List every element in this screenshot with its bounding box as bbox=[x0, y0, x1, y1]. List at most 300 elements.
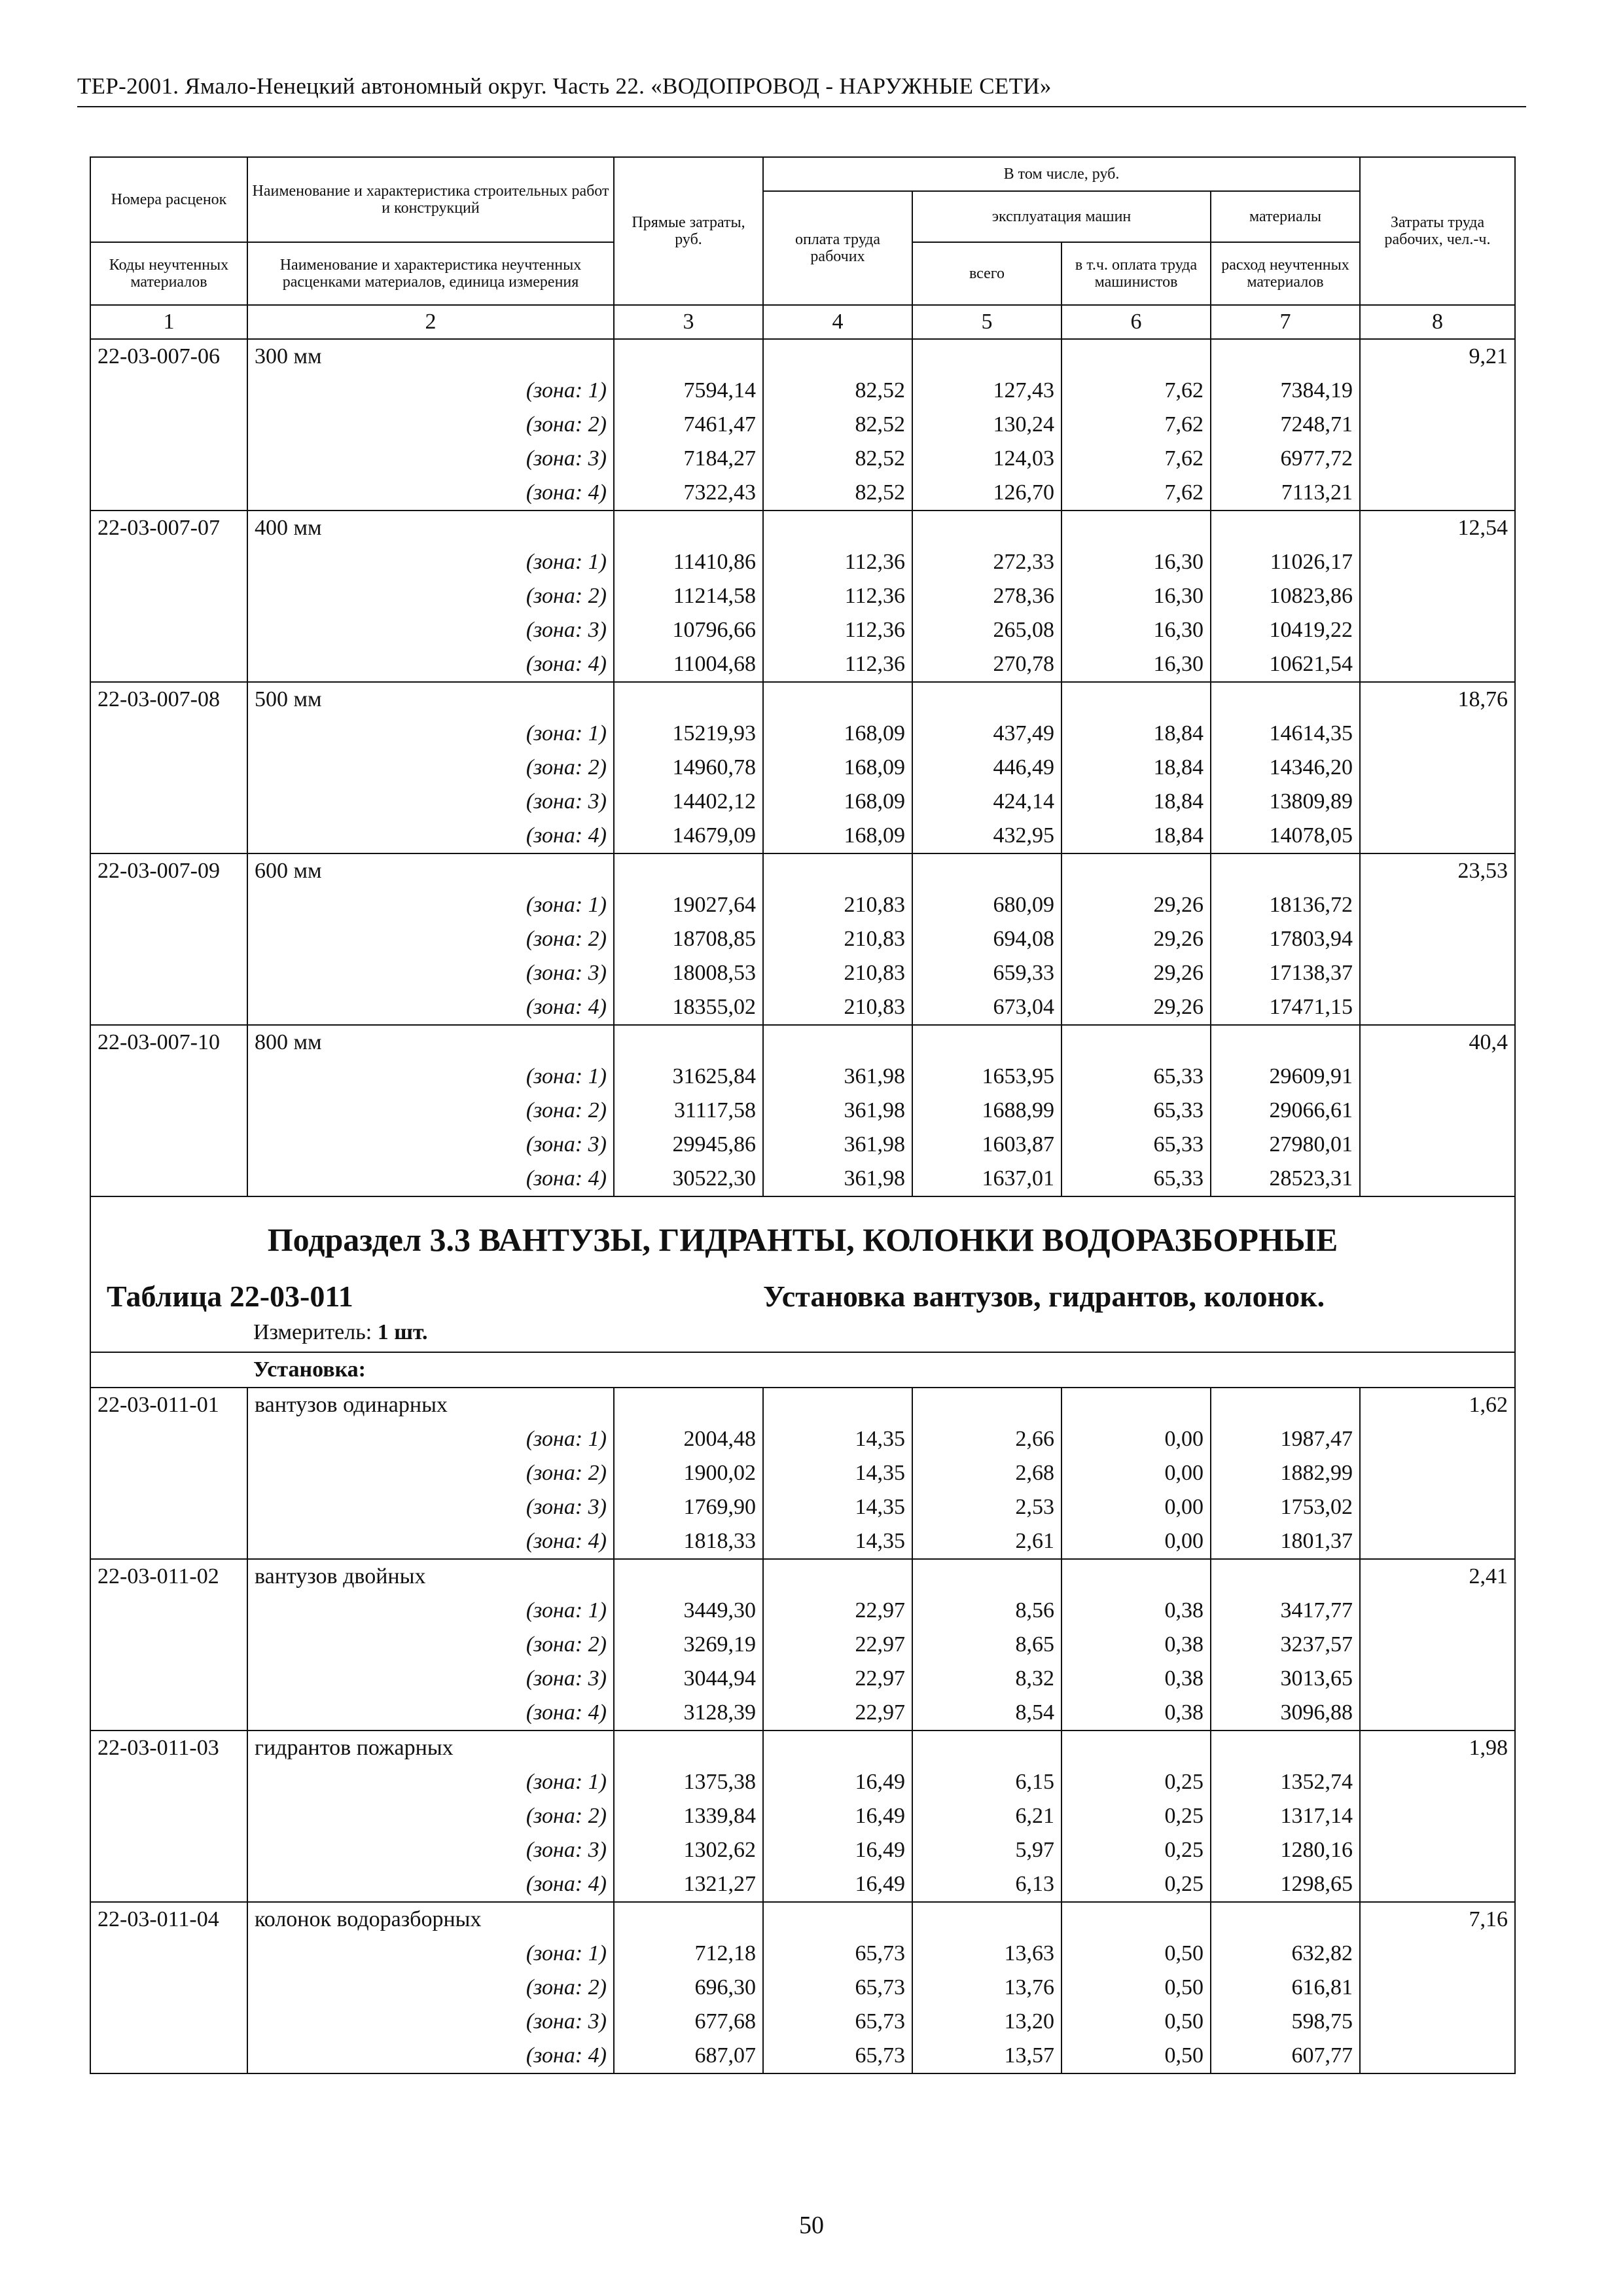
direct-cost: 7461,47 bbox=[614, 408, 763, 442]
zone-row bbox=[90, 647, 1515, 682]
labor-cell bbox=[1360, 956, 1515, 990]
empty-cell bbox=[1211, 1388, 1360, 1422]
worker-wages: 210,83 bbox=[763, 888, 912, 922]
direct-cost: 3044,94 bbox=[614, 1662, 763, 1696]
zone-label: (зона: 3) bbox=[247, 1490, 614, 1524]
zone-row bbox=[90, 751, 1515, 785]
rate-row bbox=[90, 1388, 1515, 1422]
work-subheading: Установка: bbox=[90, 1352, 1515, 1388]
worker-wages: 65,73 bbox=[763, 2005, 912, 2039]
direct-cost: 14402,12 bbox=[614, 785, 763, 819]
code-cell bbox=[90, 579, 247, 613]
labor-cell bbox=[1360, 1662, 1515, 1696]
machines-cost: 659,33 bbox=[912, 956, 1061, 990]
empty-cell bbox=[614, 1559, 763, 1594]
direct-cost: 3128,39 bbox=[614, 1696, 763, 1731]
operator-wages: 16,30 bbox=[1061, 545, 1211, 579]
empty-cell bbox=[912, 1902, 1061, 1937]
zone-row bbox=[90, 1128, 1515, 1162]
zone-label: (зона: 2) bbox=[247, 1799, 614, 1833]
worker-wages: 22,97 bbox=[763, 1696, 912, 1731]
direct-cost: 30522,30 bbox=[614, 1162, 763, 1196]
labor-cell bbox=[1360, 1162, 1515, 1196]
materials-cost: 1801,37 bbox=[1211, 1524, 1360, 1559]
table-label: Таблица 22-03-011 bbox=[90, 1276, 763, 1318]
zone-row bbox=[90, 922, 1515, 956]
empty-cell bbox=[1211, 853, 1360, 888]
direct-cost: 1321,27 bbox=[614, 1867, 763, 1902]
machines-cost: 680,09 bbox=[912, 888, 1061, 922]
labor-cell bbox=[1360, 888, 1515, 922]
materials-cost: 1298,65 bbox=[1211, 1867, 1360, 1902]
materials-cost: 28523,31 bbox=[1211, 1162, 1360, 1196]
labor-cell bbox=[1360, 1128, 1515, 1162]
machines-cost: 2,53 bbox=[912, 1490, 1061, 1524]
rate-row bbox=[90, 853, 1515, 888]
zone-row bbox=[90, 1833, 1515, 1867]
worker-wages: 16,49 bbox=[763, 1765, 912, 1799]
subsection-title: Подраздел 3.3 ВАНТУЗЫ, ГИДРАНТЫ, КОЛОНКИ ВОДОРАЗБОРНЫЕ bbox=[90, 1196, 1515, 1276]
meter-line bbox=[90, 1318, 1515, 1352]
worker-wages: 22,97 bbox=[763, 1662, 912, 1696]
machines-cost: 2,66 bbox=[912, 1422, 1061, 1456]
zone-label: (зона: 1) bbox=[247, 374, 614, 408]
empty-cell bbox=[1061, 339, 1211, 374]
column-number: 5 bbox=[912, 305, 1061, 339]
empty-cell bbox=[614, 1388, 763, 1422]
labor-cell bbox=[1360, 1833, 1515, 1867]
materials-cost: 7384,19 bbox=[1211, 374, 1360, 408]
zone-row bbox=[90, 1524, 1515, 1559]
code-cell bbox=[90, 476, 247, 511]
zone-row bbox=[90, 990, 1515, 1025]
materials-cost: 1753,02 bbox=[1211, 1490, 1360, 1524]
machines-cost: 13,57 bbox=[912, 2039, 1061, 2073]
labor-cell bbox=[1360, 785, 1515, 819]
operator-wages: 0,50 bbox=[1061, 1971, 1211, 2005]
table-header bbox=[90, 157, 1515, 339]
zone-label: (зона: 4) bbox=[247, 1867, 614, 1902]
page-number: 50 bbox=[799, 2212, 824, 2239]
code-cell bbox=[90, 1628, 247, 1662]
operator-wages: 0,00 bbox=[1061, 1422, 1211, 1456]
zone-row bbox=[90, 1456, 1515, 1490]
materials-cost: 14614,35 bbox=[1211, 717, 1360, 751]
operator-wages: 0,38 bbox=[1061, 1628, 1211, 1662]
zone-label: (зона: 4) bbox=[247, 2039, 614, 2073]
header-included: В том числе, руб. bbox=[763, 157, 1360, 191]
machines-cost: 446,49 bbox=[912, 751, 1061, 785]
header-col2-top: Наименование и характеристика строительных работ и конструкций bbox=[247, 157, 614, 242]
zone-row bbox=[90, 956, 1515, 990]
materials-cost: 1352,74 bbox=[1211, 1765, 1360, 1799]
code-cell bbox=[90, 751, 247, 785]
direct-cost: 18355,02 bbox=[614, 990, 763, 1025]
materials-cost: 14078,05 bbox=[1211, 819, 1360, 853]
rate-row bbox=[90, 1025, 1515, 1060]
empty-cell bbox=[614, 682, 763, 717]
zone-label: (зона: 3) bbox=[247, 785, 614, 819]
zone-row bbox=[90, 1094, 1515, 1128]
header-col3: Прямые затраты, руб. bbox=[614, 157, 763, 305]
zone-label: (зона: 1) bbox=[247, 1937, 614, 1971]
rate-code: 22-03-007-08 bbox=[90, 682, 247, 717]
materials-cost: 1280,16 bbox=[1211, 1833, 1360, 1867]
empty-cell bbox=[1211, 1731, 1360, 1765]
empty-cell bbox=[1061, 1902, 1211, 1937]
materials-cost: 10823,86 bbox=[1211, 579, 1360, 613]
empty-cell bbox=[912, 339, 1061, 374]
rate-name: 800 мм bbox=[247, 1025, 614, 1060]
code-cell bbox=[90, 1765, 247, 1799]
materials-cost: 3096,88 bbox=[1211, 1696, 1360, 1731]
direct-cost: 3269,19 bbox=[614, 1628, 763, 1662]
materials-cost: 14346,20 bbox=[1211, 751, 1360, 785]
direct-cost: 1339,84 bbox=[614, 1799, 763, 1833]
worker-wages: 361,98 bbox=[763, 1162, 912, 1196]
zone-row bbox=[90, 1696, 1515, 1731]
labor-cell bbox=[1360, 990, 1515, 1025]
zone-row bbox=[90, 1937, 1515, 1971]
direct-cost: 1375,38 bbox=[614, 1765, 763, 1799]
header-col1-top: Номера расценок bbox=[90, 157, 247, 242]
zone-row bbox=[90, 545, 1515, 579]
labor-cell bbox=[1360, 579, 1515, 613]
operator-wages: 0,38 bbox=[1061, 1696, 1211, 1731]
code-cell bbox=[90, 1094, 247, 1128]
machines-cost: 673,04 bbox=[912, 990, 1061, 1025]
labor-cell bbox=[1360, 1867, 1515, 1902]
price-table bbox=[90, 156, 1516, 2074]
operator-wages: 16,30 bbox=[1061, 647, 1211, 682]
code-cell bbox=[90, 888, 247, 922]
code-cell bbox=[90, 1594, 247, 1628]
worker-wages: 210,83 bbox=[763, 990, 912, 1025]
worker-wages: 16,49 bbox=[763, 1799, 912, 1833]
code-cell bbox=[90, 647, 247, 682]
operator-wages: 7,62 bbox=[1061, 442, 1211, 476]
header-col7: расход неучтенных материалов bbox=[1211, 242, 1360, 305]
labor-cell bbox=[1360, 442, 1515, 476]
machines-cost: 6,13 bbox=[912, 1867, 1061, 1902]
machines-cost: 13,63 bbox=[912, 1937, 1061, 1971]
rate-row bbox=[90, 1731, 1515, 1765]
empty-cell bbox=[763, 1025, 912, 1060]
rate-row bbox=[90, 339, 1515, 374]
direct-cost: 31117,58 bbox=[614, 1094, 763, 1128]
rate-row bbox=[90, 511, 1515, 545]
rate-row bbox=[90, 682, 1515, 717]
zone-row bbox=[90, 1162, 1515, 1196]
direct-cost: 1818,33 bbox=[614, 1524, 763, 1559]
zone-label: (зона: 2) bbox=[247, 1456, 614, 1490]
direct-cost: 31625,84 bbox=[614, 1060, 763, 1094]
labor-cell bbox=[1360, 751, 1515, 785]
code-cell bbox=[90, 1422, 247, 1456]
materials-cost: 10419,22 bbox=[1211, 613, 1360, 647]
direct-cost: 11214,58 bbox=[614, 579, 763, 613]
worker-wages: 16,49 bbox=[763, 1833, 912, 1867]
operator-wages: 18,84 bbox=[1061, 717, 1211, 751]
empty-cell bbox=[763, 853, 912, 888]
direct-cost: 1900,02 bbox=[614, 1456, 763, 1490]
direct-cost: 1769,90 bbox=[614, 1490, 763, 1524]
empty-cell bbox=[763, 1731, 912, 1765]
code-cell bbox=[90, 374, 247, 408]
zone-label: (зона: 3) bbox=[247, 613, 614, 647]
machines-cost: 272,33 bbox=[912, 545, 1061, 579]
meter-value: 1 шт. bbox=[377, 1320, 428, 1344]
labor-cell bbox=[1360, 613, 1515, 647]
materials-cost: 598,75 bbox=[1211, 2005, 1360, 2039]
empty-cell bbox=[1211, 1025, 1360, 1060]
direct-cost: 677,68 bbox=[614, 2005, 763, 2039]
worker-wages: 82,52 bbox=[763, 408, 912, 442]
worker-wages: 210,83 bbox=[763, 922, 912, 956]
labor-cell bbox=[1360, 2005, 1515, 2039]
empty-cell bbox=[912, 511, 1061, 545]
empty-cell bbox=[763, 1559, 912, 1594]
zone-label: (зона: 2) bbox=[247, 751, 614, 785]
empty-cell bbox=[614, 1731, 763, 1765]
operator-wages: 16,30 bbox=[1061, 613, 1211, 647]
header-col8: Затраты труда рабочих, чел.-ч. bbox=[1360, 157, 1515, 305]
operator-wages: 7,62 bbox=[1061, 408, 1211, 442]
materials-cost: 7113,21 bbox=[1211, 476, 1360, 511]
zone-row bbox=[90, 1594, 1515, 1628]
empty-cell bbox=[614, 511, 763, 545]
labor-cell bbox=[1360, 647, 1515, 682]
labor-cell bbox=[1360, 1696, 1515, 1731]
worker-wages: 361,98 bbox=[763, 1094, 912, 1128]
code-cell bbox=[90, 545, 247, 579]
worker-wages: 112,36 bbox=[763, 579, 912, 613]
direct-cost: 11004,68 bbox=[614, 647, 763, 682]
materials-cost: 3013,65 bbox=[1211, 1662, 1360, 1696]
empty-cell bbox=[1061, 1025, 1211, 1060]
operator-wages: 65,33 bbox=[1061, 1094, 1211, 1128]
subsection-block bbox=[90, 1196, 1515, 1388]
operator-wages: 0,38 bbox=[1061, 1594, 1211, 1628]
code-cell bbox=[90, 785, 247, 819]
operator-wages: 16,30 bbox=[1061, 579, 1211, 613]
worker-wages: 14,35 bbox=[763, 1456, 912, 1490]
header-col4: оплата труда рабочих bbox=[763, 191, 912, 305]
code-cell bbox=[90, 1833, 247, 1867]
labor-cell bbox=[1360, 1524, 1515, 1559]
machines-cost: 265,08 bbox=[912, 613, 1061, 647]
zone-label: (зона: 2) bbox=[247, 1971, 614, 2005]
direct-cost: 7184,27 bbox=[614, 442, 763, 476]
labor-cell bbox=[1360, 717, 1515, 751]
zone-row bbox=[90, 1060, 1515, 1094]
zone-label: (зона: 4) bbox=[247, 476, 614, 511]
rate-code: 22-03-011-03 bbox=[90, 1731, 247, 1765]
direct-cost: 2004,48 bbox=[614, 1422, 763, 1456]
header-materials: материалы bbox=[1211, 191, 1360, 242]
code-cell bbox=[90, 1662, 247, 1696]
empty-cell bbox=[912, 1731, 1061, 1765]
materials-cost: 10621,54 bbox=[1211, 647, 1360, 682]
zone-label: (зона: 1) bbox=[247, 1765, 614, 1799]
labor-cell bbox=[1360, 1456, 1515, 1490]
labor-cell bbox=[1360, 922, 1515, 956]
zone-row bbox=[90, 1765, 1515, 1799]
materials-cost: 1882,99 bbox=[1211, 1456, 1360, 1490]
machines-cost: 13,20 bbox=[912, 2005, 1061, 2039]
zone-label: (зона: 3) bbox=[247, 1662, 614, 1696]
code-cell bbox=[90, 1867, 247, 1902]
code-cell bbox=[90, 1937, 247, 1971]
header-rule bbox=[77, 106, 1526, 107]
zone-label: (зона: 2) bbox=[247, 922, 614, 956]
worker-wages: 22,97 bbox=[763, 1628, 912, 1662]
direct-cost: 18008,53 bbox=[614, 956, 763, 990]
direct-cost: 11410,86 bbox=[614, 545, 763, 579]
direct-cost: 14960,78 bbox=[614, 751, 763, 785]
machines-cost: 694,08 bbox=[912, 922, 1061, 956]
labor-cell bbox=[1360, 1765, 1515, 1799]
labor-cell bbox=[1360, 1594, 1515, 1628]
rate-code: 22-03-011-02 bbox=[90, 1559, 247, 1594]
worker-wages: 168,09 bbox=[763, 751, 912, 785]
machines-cost: 5,97 bbox=[912, 1833, 1061, 1867]
machines-cost: 424,14 bbox=[912, 785, 1061, 819]
labor-cell bbox=[1360, 1937, 1515, 1971]
machines-cost: 278,36 bbox=[912, 579, 1061, 613]
rate-name: вантузов двойных bbox=[247, 1559, 614, 1594]
zone-label: (зона: 2) bbox=[247, 1094, 614, 1128]
worker-wages: 65,73 bbox=[763, 1937, 912, 1971]
materials-cost: 29066,61 bbox=[1211, 1094, 1360, 1128]
operator-wages: 18,84 bbox=[1061, 819, 1211, 853]
operator-wages: 0,50 bbox=[1061, 2039, 1211, 2073]
direct-cost: 14679,09 bbox=[614, 819, 763, 853]
machines-cost: 8,56 bbox=[912, 1594, 1061, 1628]
empty-cell bbox=[912, 1388, 1061, 1422]
machines-cost: 270,78 bbox=[912, 647, 1061, 682]
direct-cost: 696,30 bbox=[614, 1971, 763, 2005]
operator-wages: 18,84 bbox=[1061, 751, 1211, 785]
zone-row bbox=[90, 1799, 1515, 1833]
header-machines: эксплуатация машин bbox=[912, 191, 1211, 242]
rate-name: гидрантов пожарных bbox=[247, 1731, 614, 1765]
code-cell bbox=[90, 1799, 247, 1833]
empty-cell bbox=[1211, 1902, 1360, 1937]
zone-row bbox=[90, 888, 1515, 922]
machines-cost: 6,21 bbox=[912, 1799, 1061, 1833]
code-cell bbox=[90, 442, 247, 476]
labor-cost: 2,41 bbox=[1360, 1559, 1515, 1594]
zone-label: (зона: 1) bbox=[247, 1422, 614, 1456]
code-cell bbox=[90, 717, 247, 751]
materials-cost: 7248,71 bbox=[1211, 408, 1360, 442]
empty-cell bbox=[614, 853, 763, 888]
worker-wages: 361,98 bbox=[763, 1128, 912, 1162]
column-number: 2 bbox=[247, 305, 614, 339]
worker-wages: 112,36 bbox=[763, 647, 912, 682]
empty-cell bbox=[912, 853, 1061, 888]
zone-label: (зона: 2) bbox=[247, 408, 614, 442]
column-number: 8 bbox=[1360, 305, 1515, 339]
meter-label: Измеритель: bbox=[253, 1320, 372, 1344]
worker-wages: 14,35 bbox=[763, 1524, 912, 1559]
code-cell bbox=[90, 2039, 247, 2073]
code-cell bbox=[90, 922, 247, 956]
empty-cell bbox=[1061, 682, 1211, 717]
zone-row bbox=[90, 408, 1515, 442]
header-col6: в т.ч. оплата труда машинистов bbox=[1061, 242, 1211, 305]
code-cell bbox=[90, 1971, 247, 2005]
code-cell bbox=[90, 1456, 247, 1490]
worker-wages: 82,52 bbox=[763, 374, 912, 408]
worker-wages: 112,36 bbox=[763, 545, 912, 579]
rate-name: 300 мм bbox=[247, 339, 614, 374]
operator-wages: 0,25 bbox=[1061, 1867, 1211, 1902]
zone-label: (зона: 3) bbox=[247, 442, 614, 476]
zone-row bbox=[90, 374, 1515, 408]
worker-wages: 210,83 bbox=[763, 956, 912, 990]
labor-cost: 9,21 bbox=[1360, 339, 1515, 374]
direct-cost: 3449,30 bbox=[614, 1594, 763, 1628]
worker-wages: 14,35 bbox=[763, 1422, 912, 1456]
worker-wages: 14,35 bbox=[763, 1490, 912, 1524]
empty-cell bbox=[614, 1025, 763, 1060]
column-number: 7 bbox=[1211, 305, 1360, 339]
code-cell bbox=[90, 1162, 247, 1196]
labor-cost: 40,4 bbox=[1360, 1025, 1515, 1060]
empty-cell bbox=[614, 339, 763, 374]
labor-cell bbox=[1360, 1422, 1515, 1456]
empty-cell bbox=[1211, 339, 1360, 374]
direct-cost: 29945,86 bbox=[614, 1128, 763, 1162]
empty-cell bbox=[614, 1902, 763, 1937]
empty-cell bbox=[1061, 1388, 1211, 1422]
empty-cell bbox=[912, 1025, 1061, 1060]
machines-cost: 6,15 bbox=[912, 1765, 1061, 1799]
machines-cost: 2,68 bbox=[912, 1456, 1061, 1490]
operator-wages: 29,26 bbox=[1061, 888, 1211, 922]
zone-row bbox=[90, 819, 1515, 853]
rate-code: 22-03-007-07 bbox=[90, 511, 247, 545]
worker-wages: 82,52 bbox=[763, 476, 912, 511]
operator-wages: 65,33 bbox=[1061, 1162, 1211, 1196]
operator-wages: 0,38 bbox=[1061, 1662, 1211, 1696]
table-title: Установка вантузов, гидрантов, колонок. bbox=[763, 1276, 1515, 1318]
empty-cell bbox=[912, 1559, 1061, 1594]
code-cell bbox=[90, 1128, 247, 1162]
column-number: 4 bbox=[763, 305, 912, 339]
rate-code: 22-03-007-10 bbox=[90, 1025, 247, 1060]
empty-cell bbox=[1061, 1559, 1211, 1594]
zone-label: (зона: 3) bbox=[247, 956, 614, 990]
operator-wages: 0,25 bbox=[1061, 1833, 1211, 1867]
empty-cell bbox=[763, 511, 912, 545]
zone-label: (зона: 4) bbox=[247, 1162, 614, 1196]
zone-label: (зона: 4) bbox=[247, 990, 614, 1025]
machines-cost: 1603,87 bbox=[912, 1128, 1061, 1162]
machines-cost: 124,03 bbox=[912, 442, 1061, 476]
zone-label: (зона: 4) bbox=[247, 1696, 614, 1731]
machines-cost: 8,54 bbox=[912, 1696, 1061, 1731]
rate-name: вантузов одинарных bbox=[247, 1388, 614, 1422]
materials-cost: 27980,01 bbox=[1211, 1128, 1360, 1162]
materials-cost: 632,82 bbox=[1211, 1937, 1360, 1971]
materials-cost: 17471,15 bbox=[1211, 990, 1360, 1025]
empty-cell bbox=[1061, 1731, 1211, 1765]
labor-cell bbox=[1360, 1490, 1515, 1524]
zone-row bbox=[90, 613, 1515, 647]
